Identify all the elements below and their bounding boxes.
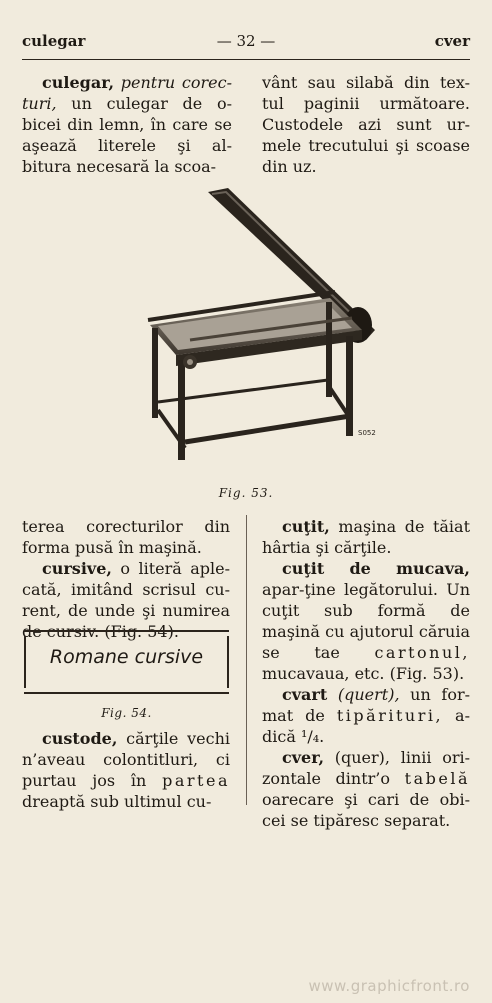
cvart-italic: (quert), [327, 685, 400, 704]
culegar-body: un culegar de o-bicei din lemn, în care se aşează literele şi al-bitura necesară la scoa- [22, 94, 232, 176]
paper-cutter-drawing [130, 180, 380, 470]
header-left-word: culegar [22, 32, 86, 50]
term-cver: cver, [282, 748, 325, 767]
cutit-body: maşina de tăiat hârtia şi cărţile. [262, 517, 470, 557]
bottom-left-column [22, 516, 230, 642]
entry-custode [22, 728, 230, 812]
entry-culegar [22, 72, 232, 177]
leg-front-right [346, 336, 353, 436]
cver-b: oarecare şi cari de obi-cei se tipăresc separat. [262, 790, 470, 830]
cver-a: (quer), linii ori-zontale dintr’o [262, 748, 470, 788]
entry-cutit-mucava [262, 558, 470, 684]
term-cursive: cursive, [42, 559, 112, 578]
term-culegar: culegar, [42, 73, 115, 92]
term-cvart: cvart [282, 685, 328, 704]
column-divider [246, 515, 247, 805]
figure-54-caption: Fig. 54. [101, 706, 152, 720]
term-cutit-mucava: cuţit de mucava, [282, 559, 470, 578]
term-cutit: cuţit, [282, 517, 330, 536]
paper-cutter-illustration [130, 180, 380, 470]
cvart-a: un for-mat de [262, 685, 471, 725]
custode-body-a: cărţile vechi n’aveau colontitluri, ci purtau jos în [22, 729, 230, 790]
culegar-italic: pentru corec-turi, [22, 73, 232, 113]
cvart-b: a-dică ¹/₄. [262, 706, 470, 746]
cver-spaced: tabelă [404, 769, 470, 788]
page-number: — 32 — [216, 32, 276, 50]
custode-spaced: partea [162, 771, 230, 790]
entry-cver [262, 747, 470, 831]
header-right-word: cver [434, 32, 470, 50]
header-rule [22, 59, 470, 60]
entry-cvart [262, 684, 470, 747]
watermark: www.graphicfront.ro [308, 977, 470, 995]
custode-body-b: dreaptă sub ultimul cu- [22, 792, 212, 811]
cursive-body: o literă aple-cată, imitând scrisul cu-rent, de unde şi numirea de cursiv. (Fig. 54). [22, 559, 230, 641]
cutit-mucava-spaced: cartonul, [374, 643, 470, 662]
cutit-mucava-a: apar-ţine legătorului. Un cuţit sub formă de maşină cu ajutorul căruia se tae [262, 580, 470, 662]
cutit-mucava-b: mucavaua, etc. (Fig. 53). [262, 664, 465, 683]
term-custode: custode, [42, 729, 118, 748]
leg-rear-right [326, 302, 332, 397]
figure-mark: S052 [358, 429, 376, 437]
terea-text: terea corecturilor din forma pusă în maşină. [22, 517, 230, 557]
cursive-sample-box [24, 630, 229, 694]
leg-rear-left [152, 328, 158, 418]
figure-53-caption: Fig. 53. [218, 486, 274, 500]
bottom-right-column [262, 516, 470, 831]
continuation-text: vânt sau silabă din tex-tul paginii următoare. Custodele azi sunt ur-mele trecutului şi scoase din uz. [262, 73, 470, 176]
entry-continuation [262, 72, 470, 177]
cursive-sample-text: Romane cursive [49, 646, 204, 668]
running-header [22, 32, 470, 54]
cvart-spaced: tipărituri, [336, 706, 444, 725]
entry-cutit [262, 516, 470, 558]
